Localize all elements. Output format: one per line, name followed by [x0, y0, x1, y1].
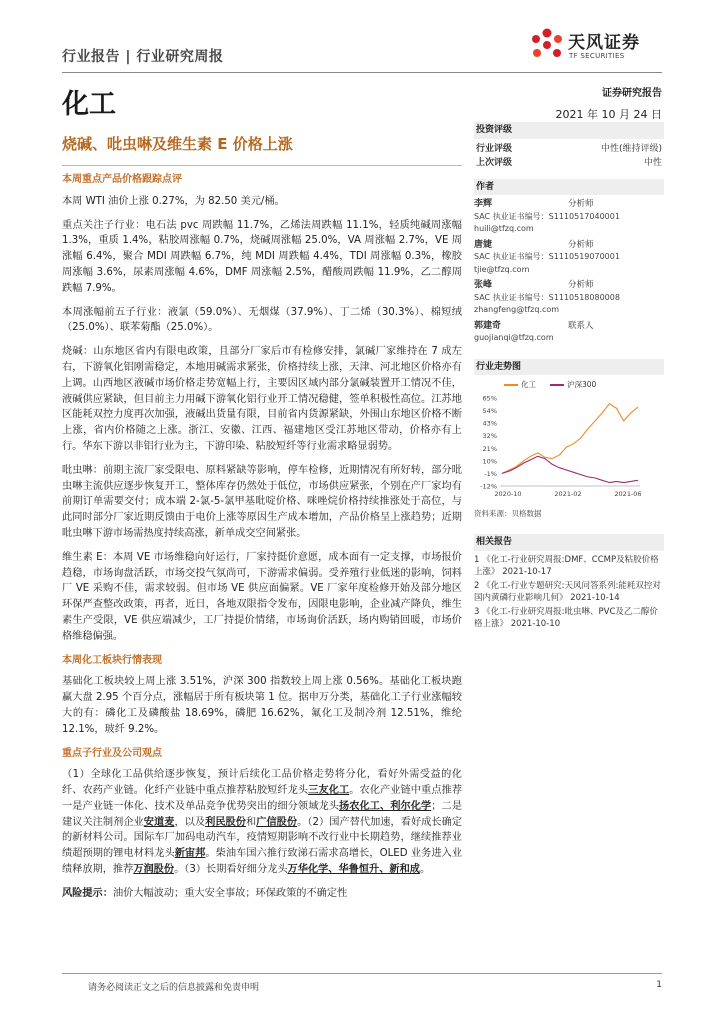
x-tick-label: 2021-02 [554, 489, 582, 498]
author-cert: SAC 执业证书编号：S1110517040001 [474, 211, 620, 221]
y-tick-label: 10% [482, 456, 497, 465]
main-column [62, 172, 462, 902]
company-link: 新宙邦 [174, 848, 206, 860]
section-title-price-tracking: 本周重点产品价格跟踪点评 [62, 174, 182, 185]
section-title-views: 重点子行业及公司观点 [62, 747, 162, 759]
author-role: 分析师 [568, 199, 594, 209]
paragraph-top5: 本周涨幅前五子行业：液氯（59.0%）、无烟煤（37.9%）、丁二烯（30.3%）、棉短绒（25.0%）、联苯菊酯（25.0%）。 [62, 306, 462, 334]
section-title-sector-performance: 本周化工板块行情表现 [62, 654, 162, 666]
company-link: 扬农化工、利尔化学 [338, 800, 432, 812]
trend-chart-svg [474, 394, 644, 504]
related-report-item[interactable]: 3 《化工-行业研究周报:吡虫啉、PVC及乙二醇价格上涨》 2021-10-10 [474, 606, 658, 629]
logo-text: 天风证券 [568, 33, 640, 53]
risk-warning [62, 886, 462, 902]
rating-title: 投资评级 [474, 122, 664, 139]
author-email[interactable]: tjie@tfzq.com [474, 264, 530, 274]
author-name: 郭建奇 [474, 320, 502, 331]
company-link: 万润股份 [133, 864, 175, 876]
paragraph-imidacloprid: 吡虫啉：前期主流厂家受限电、原料紧缺等影响，停车检修，近期情况有所好转，部分吡虫啉主流供应逐步恢复开工，整体库存仍然处于低位，市场供应紧张，个别在产厂家均有前期订单需要交付；成本端 2-氯-5-氯甲基吡啶价格、咪唑烷价格持续推涨处于高位，与此同时部分厂家近期反馈由于电价上涨等原因生产成本增加，产品价格呈上涨趋势；近期吡虫啉下游市场需热度持续高涨，新单成交空间紧张。 [62, 464, 462, 539]
series-line [502, 456, 638, 482]
author-entry [474, 239, 664, 277]
logo-flower-icon [528, 24, 566, 64]
logo-subtext: TF SECURITIES [569, 52, 625, 60]
author-list [474, 198, 664, 345]
related-reports-list [474, 554, 664, 631]
y-tick-label: 65% [482, 394, 497, 402]
x-tick-label: 2020-10 [494, 489, 522, 498]
author-entry [474, 198, 664, 236]
disclaimer-note: 请务必阅读正文之后的信息披露和免责申明 [88, 983, 260, 993]
author-cert: SAC 执业证书编号：S1110518080008 [474, 292, 620, 302]
paragraph-oil: 本周 WTI 油价上涨 0.27%，为 82.50 美元/桶。 [62, 195, 285, 207]
y-tick-label: 54% [482, 406, 497, 415]
header-divider [62, 72, 662, 73]
y-tick-label: 21% [482, 444, 497, 453]
prev-rating-row: 上次评级 中性 [476, 158, 662, 168]
chart-source: 资料来源：贝格数据 [474, 508, 542, 518]
author-email[interactable]: zhangfeng@tfzq.com [474, 305, 560, 314]
page-number: 1 [656, 980, 662, 990]
series-line [502, 403, 638, 473]
author-role: 分析师 [568, 280, 594, 290]
author-name: 张峰 [474, 280, 493, 290]
paragraph-subindustries: 重点关注子行业：电石法 pvc 周跌幅 11.7%，乙烯法周跌幅 11.1%，轻质纯碱周涨幅 1.3%，重质 1.4%，粘胶周涨幅 0.7%，烧碱周涨幅 25.0%，VA 周涨幅 2.7%，VE 周涨幅 6.4%，聚合 MDI 周跌幅 6.7%，纯 MDI 周跌幅 4.4%，TDI 周涨幅 0.3%，橡胶周涨幅 3.6%，尿素周涨幅 4.6%，DMF 周涨幅 2.5%，醋酸周跌幅 11.9%，乙二醇周跌幅 7.9%。 [62, 219, 462, 294]
x-tick-label: 2021-06 [614, 489, 642, 498]
report-category: 行业报告 | 行业研究周报 [62, 49, 224, 65]
author-role: 联系人 [568, 320, 594, 331]
author-email[interactable]: guojianqi@tfzq.com [474, 333, 554, 342]
paragraph-caustic-soda: 烧碱：山东地区省内有限电政策，且部分厂家后市有检修安排，氯碱厂家维持在 7 成左右，下游氧化铝刚需稳定，本地用碱需求紧张，价格持续上涨，天津、河北地区价格亦有上调。山西地区液碱市场价格走势宽幅上行，主要因区域内部分氯碱装置开工情况不佳，液碱供应紧缺，但目前主力用碱下游氧化铝行业开工情况稳健，签单积极性高位。江苏地区能耗双控力度再次加强，液碱出货量有限，目前省内货源紧缺，外围山东地区价格不断上涨，省内价格随之上涨。浙江、安徽、江西、福建地区受江苏地区带动，价格亦有上行。华东下游以非铝行业为主，下游印染、粘胶短纤等行业需求略显弱势。 [62, 346, 462, 452]
legend-item: 沪深300 [550, 379, 596, 392]
author-name: 李辉 [474, 199, 493, 209]
author-entry [474, 320, 664, 345]
doc-date: 2021 年 10 月 24 日 [555, 108, 662, 121]
author-cert: SAC 执业证书编号：S1110519070001 [474, 252, 620, 261]
industry-rating-value: 中性(维持评级) [600, 143, 662, 154]
risk-text: 油价大幅波动；重大安全事故；环保政策的不确定性 [112, 887, 348, 899]
paragraph-vitamin-e: 维生素 E：本周 VE 市场维稳向好运行，厂家持挺价意愿，成本面有一定支撑，市场报价趋稳，市场询盘活跃，市场交投气氛尚可，下游需求偏弱。受养殖行业低迷的影响，饲料厂 VE 采购不佳，需求较弱。但市场 VE 供应面偏紧。VE 厂家年度检修开始及部分地区环保严查整改政策，再者，近日，各地双限指令发布，因限电影响，企业减产降负，维生素生产受限，VE 供应端减少，工厂持提价情绪，市场询价活跃，场内购销回暖，市场价格维稳偏强。 [62, 551, 462, 642]
trend-chart [474, 379, 664, 520]
company-link: 广信股份 [256, 816, 298, 828]
related-report-item[interactable]: 2 《化工-行业专题研究:天风问答系列:能耗双控对国内黄磷行业影响几何》 2021-10-14 [474, 580, 661, 603]
paragraph-sector: 基础化工板块较上周上涨 3.51%，沪深 300 指数较上周上涨 0.56%。基础化工板块跑赢大盘 2.95 个百分点，涨幅居于所有板块第 1 位。据申万分类，基础化工子行业涨幅较大的有：磷化工及磷酸盐 18.69%，磷肥 16.62%，氟化工及制冷剂 12.51%，维纶 12.1%，玻纤 9.2%。 [62, 676, 462, 735]
chart-legend [474, 379, 664, 392]
y-tick-label: -1% [484, 469, 497, 478]
page-title: 化工 [62, 89, 116, 120]
y-tick-label: 32% [482, 431, 497, 440]
company-link: 利民股份 [205, 816, 246, 828]
author-email[interactable]: huili@tfzq.com [474, 224, 534, 233]
paragraph-recommendations: （1）全球化工品供给逐步恢复，预计后续化工品价格走势将分化，看好外需受益的化纤、农药产业链。化纤产业链中重点推荐粘胶短纤龙头三友化工。农化产业链中重点推荐一是产业链一体化、技术及单品竞争优势突出的细分领域龙头扬农化工、利尔化学；二是建议关注制剂企业安道麦，以及利民股份和广信股份。（2）国产替代加速，看好成长确定的新材料公司。国际车厂加码电动汽车，疫情短期影响不改行业中长期趋势，继续推荐业绩超预期的锂电材料龙头新宙邦。柴油车国六推行致涕石需求高增长，OLED 业务进入业绩释放期，推荐万润股份。（3）长期看好细分龙头万华化学、华鲁恒升、新和成。 [62, 769, 463, 876]
footer-divider [62, 973, 662, 974]
report-subtitle: 烧碱、吡虫啉及维生素 E 价格上涨 [62, 135, 293, 153]
trend-chart-title: 行业走势图 [474, 359, 664, 376]
logo [528, 22, 668, 66]
y-tick-label: 43% [482, 419, 497, 428]
y-tick-label: -12% [480, 482, 497, 490]
company-link: 三友化工 [308, 785, 350, 797]
risk-label: 风险提示： [62, 887, 113, 899]
related-reports-title: 相关报告 [474, 534, 664, 551]
legend-item: 化工 [504, 379, 536, 392]
doc-type: 证券研究报告 [602, 88, 662, 99]
company-link: 安道麦 [143, 816, 175, 828]
industry-rating-row: 行业评级 中性(维持评级) [476, 143, 662, 154]
company-link: 万华化学、华鲁恒升、新和成 [287, 864, 420, 876]
author-name: 唐婕 [474, 239, 493, 250]
author-role: 分析师 [568, 239, 594, 250]
sidebar [474, 122, 664, 632]
subtitle-divider [62, 165, 462, 166]
authors-title: 作者 [474, 179, 664, 196]
prev-rating-value: 中性 [643, 158, 662, 168]
author-entry [474, 279, 664, 317]
related-report-item[interactable]: 1 《化工-行业研究周报:DMF、CCMP及粘胶价格上涨》 2021-10-17 [474, 554, 659, 577]
